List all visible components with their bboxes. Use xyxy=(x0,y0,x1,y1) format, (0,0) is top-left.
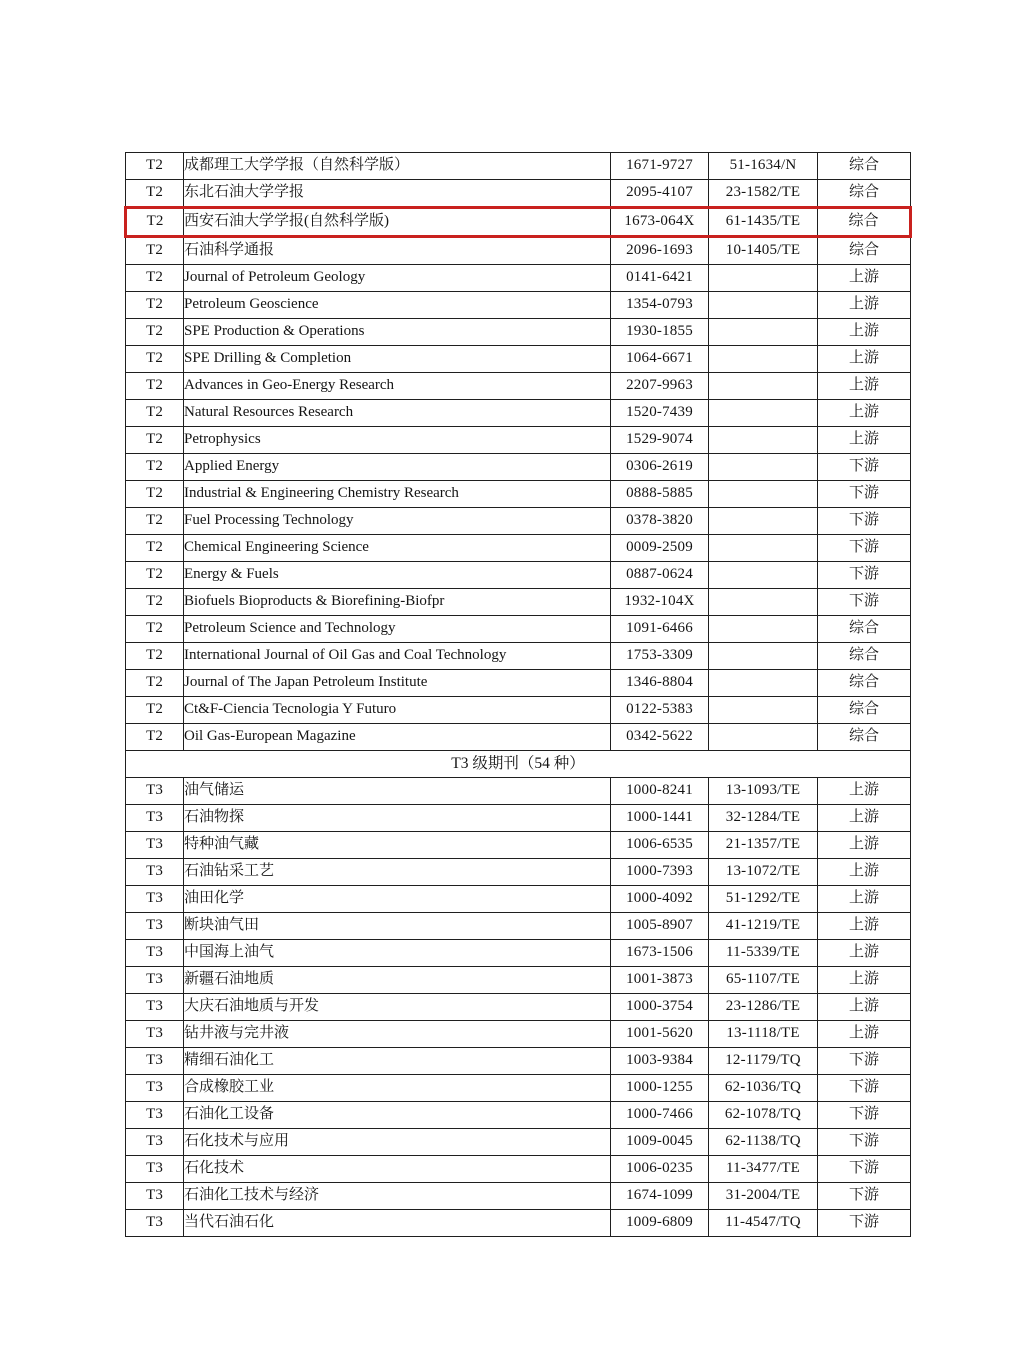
journal-name-cell: 特种油气藏 xyxy=(184,832,611,859)
journal-name-cell: Oil Gas-European Magazine xyxy=(184,724,611,751)
issn-cell: 0342-5622 xyxy=(611,724,709,751)
table-row xyxy=(126,319,911,346)
table-row xyxy=(126,1075,911,1102)
table-row xyxy=(126,400,911,427)
journal-name-cell: 石油化工技术与经济 xyxy=(184,1183,611,1210)
journal-name-cell: Advances in Geo-Energy Research xyxy=(184,373,611,400)
cn-number-cell: 62-1036/TQ xyxy=(709,1075,818,1102)
cn-number-cell: 11-3477/TE xyxy=(709,1156,818,1183)
cn-number-cell xyxy=(709,508,818,535)
level-cell: T3 xyxy=(126,994,184,1021)
level-cell: T3 xyxy=(126,940,184,967)
cn-number-cell: 51-1634/N xyxy=(709,153,818,180)
cn-number-cell: 32-1284/TE xyxy=(709,805,818,832)
journal-name-cell: 西安石油大学学报(自然科学版) xyxy=(184,208,611,237)
journal-name-cell: SPE Production & Operations xyxy=(184,319,611,346)
category-cell: 上游 xyxy=(818,778,911,805)
journal-name-cell: Petrophysics xyxy=(184,427,611,454)
table-row xyxy=(126,1021,911,1048)
cn-number-cell: 51-1292/TE xyxy=(709,886,818,913)
category-cell: 下游 xyxy=(818,1210,911,1237)
level-cell: T2 xyxy=(126,697,184,724)
category-cell: 下游 xyxy=(818,508,911,535)
cn-number-cell xyxy=(709,373,818,400)
level-cell: T2 xyxy=(126,535,184,562)
category-cell: 综合 xyxy=(818,153,911,180)
category-cell: 综合 xyxy=(818,180,911,208)
issn-cell: 1000-3754 xyxy=(611,994,709,1021)
cn-number-cell: 41-1219/TE xyxy=(709,913,818,940)
table-row xyxy=(126,1210,911,1237)
cn-number-cell: 23-1582/TE xyxy=(709,180,818,208)
level-cell: T2 xyxy=(126,589,184,616)
category-cell: 上游 xyxy=(818,346,911,373)
category-cell: 上游 xyxy=(818,994,911,1021)
journal-name-cell: 大庆石油地质与开发 xyxy=(184,994,611,1021)
level-cell: T2 xyxy=(126,562,184,589)
category-cell: 综合 xyxy=(818,697,911,724)
level-cell: T3 xyxy=(126,1129,184,1156)
category-cell: 上游 xyxy=(818,967,911,994)
issn-cell: 1064-6671 xyxy=(611,346,709,373)
issn-cell: 1000-7466 xyxy=(611,1102,709,1129)
category-cell: 下游 xyxy=(818,454,911,481)
issn-cell: 1006-0235 xyxy=(611,1156,709,1183)
table-row xyxy=(126,697,911,724)
category-cell: 下游 xyxy=(818,589,911,616)
table-row xyxy=(126,508,911,535)
issn-cell: 1753-3309 xyxy=(611,643,709,670)
issn-cell: 0141-6421 xyxy=(611,265,709,292)
table-row xyxy=(126,670,911,697)
journal-name-cell: Industrial & Engineering Chemistry Research xyxy=(184,481,611,508)
table-row xyxy=(126,913,911,940)
table-row xyxy=(126,481,911,508)
table-row xyxy=(126,1102,911,1129)
issn-cell: 1673-1506 xyxy=(611,940,709,967)
journal-name-cell: 油田化学 xyxy=(184,886,611,913)
issn-cell: 0888-5885 xyxy=(611,481,709,508)
cn-number-cell: 11-4547/TQ xyxy=(709,1210,818,1237)
journal-name-cell: 油气储运 xyxy=(184,778,611,805)
level-cell: T2 xyxy=(126,616,184,643)
cn-number-cell xyxy=(709,481,818,508)
issn-cell: 1529-9074 xyxy=(611,427,709,454)
category-cell: 上游 xyxy=(818,373,911,400)
cn-number-cell: 21-1357/TE xyxy=(709,832,818,859)
level-cell: T2 xyxy=(126,670,184,697)
table-row xyxy=(126,940,911,967)
table-row xyxy=(126,153,911,180)
journal-name-cell: 钻井液与完井液 xyxy=(184,1021,611,1048)
category-cell: 综合 xyxy=(818,643,911,670)
cn-number-cell xyxy=(709,616,818,643)
journal-name-cell: Fuel Processing Technology xyxy=(184,508,611,535)
journal-name-cell: 东北石油大学学报 xyxy=(184,180,611,208)
level-cell: T2 xyxy=(126,346,184,373)
category-cell: 上游 xyxy=(818,886,911,913)
table-row xyxy=(126,427,911,454)
journal-name-cell: Biofuels Bioproducts & Biorefining-Biofpr xyxy=(184,589,611,616)
category-cell: 下游 xyxy=(818,1129,911,1156)
level-cell: T3 xyxy=(126,1102,184,1129)
journal-name-cell: Ct&F-Ciencia Tecnologia Y Futuro xyxy=(184,697,611,724)
cn-number-cell: 62-1138/TQ xyxy=(709,1129,818,1156)
level-cell: T2 xyxy=(126,265,184,292)
level-cell: T3 xyxy=(126,1021,184,1048)
issn-cell: 1001-3873 xyxy=(611,967,709,994)
category-cell: 下游 xyxy=(818,1102,911,1129)
journal-name-cell: International Journal of Oil Gas and Coal Technology xyxy=(184,643,611,670)
table-row xyxy=(126,778,911,805)
cn-number-cell: 12-1179/TQ xyxy=(709,1048,818,1075)
level-cell: T3 xyxy=(126,886,184,913)
journal-name-cell: 断块油气田 xyxy=(184,913,611,940)
issn-cell: 1091-6466 xyxy=(611,616,709,643)
table-row xyxy=(126,346,911,373)
cn-number-cell xyxy=(709,346,818,373)
journal-name-cell: 石油化工设备 xyxy=(184,1102,611,1129)
issn-cell: 1000-7393 xyxy=(611,859,709,886)
cn-number-cell xyxy=(709,319,818,346)
category-cell: 综合 xyxy=(818,237,911,265)
journal-name-cell: 石油科学通报 xyxy=(184,237,611,265)
table-row xyxy=(126,967,911,994)
journal-name-cell: 成都理工大学学报（自然科学版） xyxy=(184,153,611,180)
issn-cell: 1673-064X xyxy=(611,208,709,237)
cn-number-cell xyxy=(709,724,818,751)
issn-cell: 1932-104X xyxy=(611,589,709,616)
table-row xyxy=(126,265,911,292)
category-cell: 综合 xyxy=(818,670,911,697)
table-row xyxy=(126,859,911,886)
level-cell: T3 xyxy=(126,1156,184,1183)
level-cell: T2 xyxy=(126,292,184,319)
issn-cell: 1000-4092 xyxy=(611,886,709,913)
level-cell: T2 xyxy=(126,508,184,535)
category-cell: 下游 xyxy=(818,1048,911,1075)
cn-number-cell: 62-1078/TQ xyxy=(709,1102,818,1129)
cn-number-cell xyxy=(709,643,818,670)
level-cell: T3 xyxy=(126,1210,184,1237)
cn-number-cell xyxy=(709,670,818,697)
issn-cell: 0306-2619 xyxy=(611,454,709,481)
journal-name-cell: Natural Resources Research xyxy=(184,400,611,427)
table-row xyxy=(126,832,911,859)
journal-name-cell: 石化技术与应用 xyxy=(184,1129,611,1156)
level-cell: T3 xyxy=(126,1183,184,1210)
category-cell: 上游 xyxy=(818,1021,911,1048)
category-cell: 综合 xyxy=(818,724,911,751)
cn-number-cell: 13-1093/TE xyxy=(709,778,818,805)
journal-name-cell: Energy & Fuels xyxy=(184,562,611,589)
issn-cell: 1354-0793 xyxy=(611,292,709,319)
journal-name-cell: Applied Energy xyxy=(184,454,611,481)
level-cell: T2 xyxy=(126,180,184,208)
cn-number-cell xyxy=(709,535,818,562)
category-cell: 上游 xyxy=(818,832,911,859)
issn-cell: 2207-9963 xyxy=(611,373,709,400)
table-row xyxy=(126,1156,911,1183)
issn-cell: 0122-5383 xyxy=(611,697,709,724)
category-cell: 上游 xyxy=(818,859,911,886)
cn-number-cell xyxy=(709,400,818,427)
table-row xyxy=(126,237,911,265)
category-cell: 上游 xyxy=(818,940,911,967)
journal-name-cell: SPE Drilling & Completion xyxy=(184,346,611,373)
cn-number-cell xyxy=(709,427,818,454)
level-cell: T3 xyxy=(126,832,184,859)
level-cell: T2 xyxy=(126,208,184,237)
cn-number-cell: 13-1118/TE xyxy=(709,1021,818,1048)
cn-number-cell xyxy=(709,454,818,481)
category-cell: 上游 xyxy=(818,913,911,940)
table-row xyxy=(126,1183,911,1210)
cn-number-cell xyxy=(709,589,818,616)
cn-number-cell xyxy=(709,697,818,724)
issn-cell: 0378-3820 xyxy=(611,508,709,535)
table-row xyxy=(126,994,911,1021)
level-cell: T3 xyxy=(126,805,184,832)
document-page xyxy=(124,152,906,1237)
journal-name-cell: Chemical Engineering Science xyxy=(184,535,611,562)
table-row xyxy=(126,643,911,670)
level-cell: T2 xyxy=(126,153,184,180)
journal-name-cell: 石化技术 xyxy=(184,1156,611,1183)
cn-number-cell: 11-5339/TE xyxy=(709,940,818,967)
issn-cell: 1005-8907 xyxy=(611,913,709,940)
cn-number-cell: 13-1072/TE xyxy=(709,859,818,886)
table-row xyxy=(126,562,911,589)
table-row xyxy=(126,373,911,400)
issn-cell: 1006-6535 xyxy=(611,832,709,859)
t3-section-header-label: T3 级期刊（54 种） xyxy=(126,751,911,778)
issn-cell: 1346-8804 xyxy=(611,670,709,697)
t3-section-header-row xyxy=(126,751,911,778)
table-row xyxy=(126,589,911,616)
category-cell: 下游 xyxy=(818,535,911,562)
issn-cell: 1001-5620 xyxy=(611,1021,709,1048)
table-row xyxy=(126,180,911,208)
issn-cell: 1520-7439 xyxy=(611,400,709,427)
issn-cell: 1000-1441 xyxy=(611,805,709,832)
issn-cell: 0009-2509 xyxy=(611,535,709,562)
issn-cell: 1671-9727 xyxy=(611,153,709,180)
level-cell: T3 xyxy=(126,859,184,886)
journal-name-cell: Petroleum Geoscience xyxy=(184,292,611,319)
table-row xyxy=(126,616,911,643)
category-cell: 综合 xyxy=(818,616,911,643)
cn-number-cell xyxy=(709,562,818,589)
issn-cell: 1009-6809 xyxy=(611,1210,709,1237)
issn-cell: 0887-0624 xyxy=(611,562,709,589)
cn-number-cell: 23-1286/TE xyxy=(709,994,818,1021)
journal-name-cell: 精细石油化工 xyxy=(184,1048,611,1075)
level-cell: T3 xyxy=(126,1048,184,1075)
level-cell: T2 xyxy=(126,373,184,400)
table-row xyxy=(126,454,911,481)
table-row xyxy=(126,886,911,913)
category-cell: 上游 xyxy=(818,427,911,454)
journal-name-cell: 石油物探 xyxy=(184,805,611,832)
category-cell: 上游 xyxy=(818,805,911,832)
issn-cell: 1674-1099 xyxy=(611,1183,709,1210)
issn-cell: 1003-9384 xyxy=(611,1048,709,1075)
table-row xyxy=(126,292,911,319)
category-cell: 下游 xyxy=(818,1183,911,1210)
category-cell: 下游 xyxy=(818,1156,911,1183)
level-cell: T3 xyxy=(126,913,184,940)
journal-name-cell: 合成橡胶工业 xyxy=(184,1075,611,1102)
journal-name-cell: Journal of Petroleum Geology xyxy=(184,265,611,292)
cn-number-cell xyxy=(709,292,818,319)
issn-cell: 1009-0045 xyxy=(611,1129,709,1156)
journal-table-body xyxy=(126,153,911,1237)
journal-name-cell: 新疆石油地质 xyxy=(184,967,611,994)
level-cell: T2 xyxy=(126,427,184,454)
level-cell: T2 xyxy=(126,319,184,346)
level-cell: T2 xyxy=(126,454,184,481)
cn-number-cell: 31-2004/TE xyxy=(709,1183,818,1210)
table-row xyxy=(126,805,911,832)
level-cell: T2 xyxy=(126,643,184,670)
table-row xyxy=(126,1048,911,1075)
table-row xyxy=(126,535,911,562)
category-cell: 上游 xyxy=(818,292,911,319)
journal-name-cell: Journal of The Japan Petroleum Institute xyxy=(184,670,611,697)
issn-cell: 2096-1693 xyxy=(611,237,709,265)
category-cell: 下游 xyxy=(818,1075,911,1102)
journal-name-cell: 石油钻采工艺 xyxy=(184,859,611,886)
issn-cell: 1000-8241 xyxy=(611,778,709,805)
journal-name-cell: 当代石油石化 xyxy=(184,1210,611,1237)
table-row-highlighted xyxy=(126,208,911,237)
level-cell: T2 xyxy=(126,481,184,508)
category-cell: 上游 xyxy=(818,265,911,292)
category-cell: 综合 xyxy=(818,208,911,237)
cn-number-cell xyxy=(709,265,818,292)
level-cell: T2 xyxy=(126,724,184,751)
journal-table xyxy=(124,152,912,1237)
category-cell: 上游 xyxy=(818,400,911,427)
level-cell: T3 xyxy=(126,967,184,994)
issn-cell: 1930-1855 xyxy=(611,319,709,346)
table-row xyxy=(126,1129,911,1156)
journal-name-cell: 中国海上油气 xyxy=(184,940,611,967)
cn-number-cell: 65-1107/TE xyxy=(709,967,818,994)
table-row xyxy=(126,724,911,751)
issn-cell: 2095-4107 xyxy=(611,180,709,208)
category-cell: 上游 xyxy=(818,319,911,346)
category-cell: 下游 xyxy=(818,562,911,589)
level-cell: T2 xyxy=(126,400,184,427)
cn-number-cell: 10-1405/TE xyxy=(709,237,818,265)
level-cell: T3 xyxy=(126,1075,184,1102)
journal-name-cell: Petroleum Science and Technology xyxy=(184,616,611,643)
cn-number-cell: 61-1435/TE xyxy=(709,208,818,237)
level-cell: T2 xyxy=(126,237,184,265)
category-cell: 下游 xyxy=(818,481,911,508)
level-cell: T3 xyxy=(126,778,184,805)
issn-cell: 1000-1255 xyxy=(611,1075,709,1102)
